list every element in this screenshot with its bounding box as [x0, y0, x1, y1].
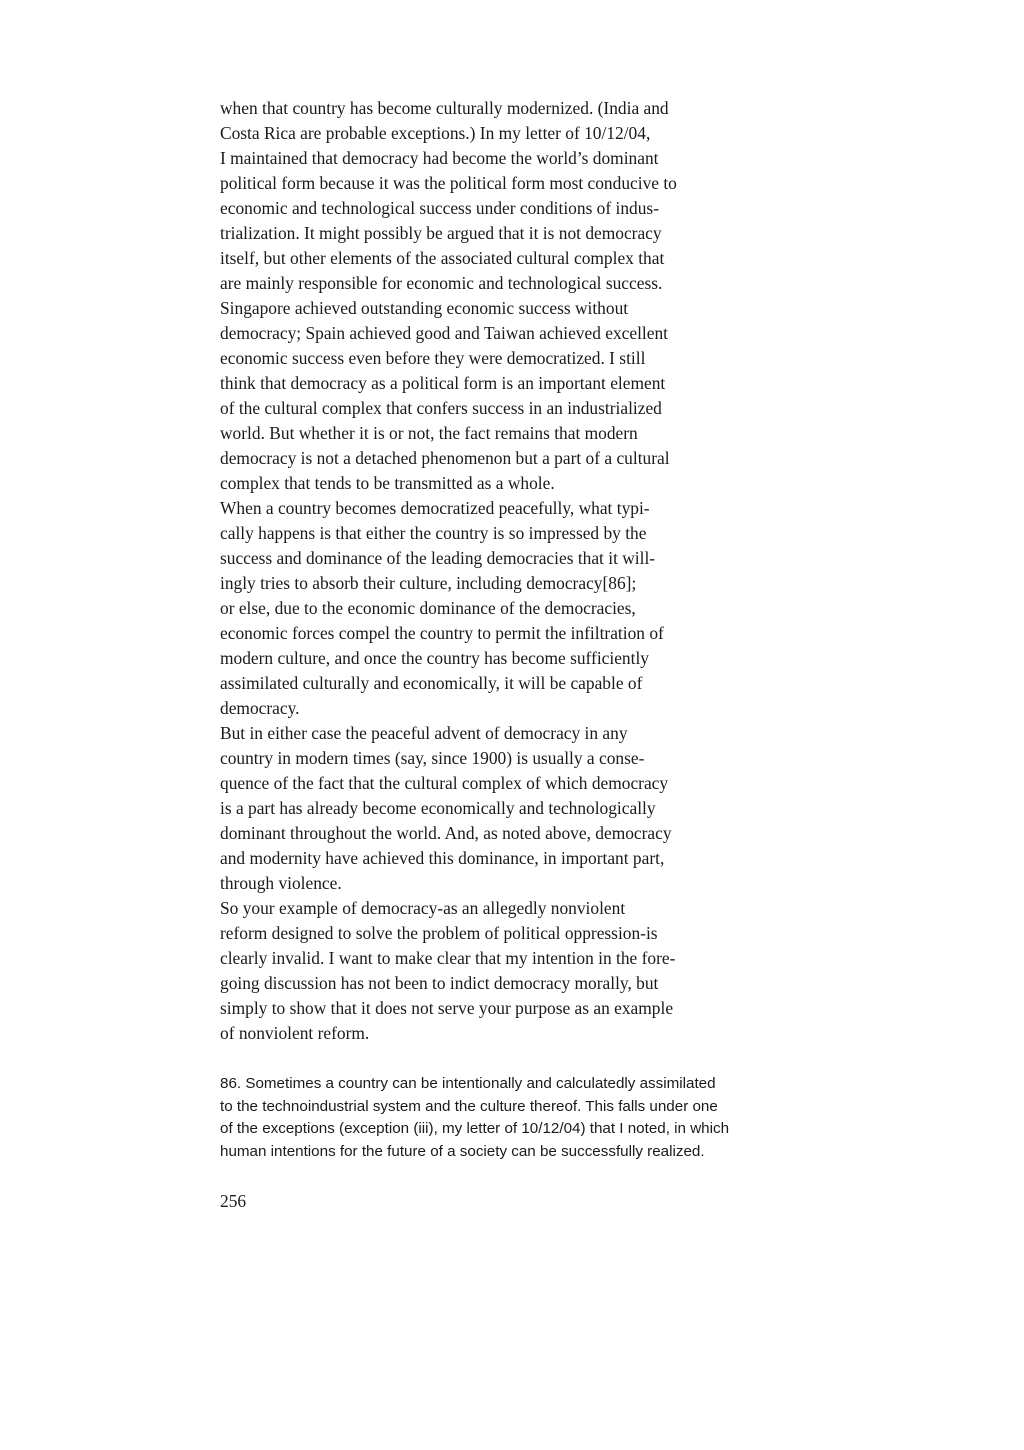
body-line: Costa Rica are probable exceptions.) In my letter of 10/12/04, [220, 123, 651, 143]
body-line: political form because it was the political form most conducive to [220, 173, 677, 193]
body-line: modern culture, and once the country has become sufficiently [220, 648, 649, 668]
body-line: I maintained that democracy had become the world’s dominant [220, 148, 659, 168]
body-line: or else, due to the economic dominance of the democracies, [220, 598, 636, 618]
body-line: itself, but other elements of the associated cultural complex that [220, 248, 665, 268]
footnote-line: of the exceptions (exception (iii), my letter of 10/12/04) that I noted, in which [220, 1120, 730, 1138]
body-line: democracy; Spain achieved good and Taiwan achieved excellent [220, 323, 669, 343]
body-line: Singapore achieved outstanding economic success without [220, 298, 629, 318]
body-line: quence of the fact that the cultural complex of which democracy [220, 773, 669, 793]
body-line: complex that tends to be transmitted as a whole. [220, 473, 555, 493]
body-line: democracy is not a detached phenomenon but a part of a cultural [220, 448, 670, 468]
footnote-line: human intentions for the future of a society can be successfully realized. [220, 1143, 705, 1161]
body-line: economic forces compel the country to permit the infiltration of [220, 623, 664, 643]
body-line: clearly invalid. I want to make clear that my intention in the fore- [220, 948, 676, 968]
body-line: world. But whether it is or not, the fact remains that modern [220, 423, 638, 443]
body-line: When a country becomes democratized peacefully, what typi- [220, 498, 650, 518]
footnote [220, 1073, 840, 1164]
body-line: simply to show that it does not serve your purpose as an example [220, 998, 674, 1018]
body-line: country in modern times (say, since 1900) is usually a conse- [220, 748, 645, 768]
body-line: are mainly responsible for economic and technological success. [220, 273, 663, 293]
body-line: economic success even before they were democratized. I still [220, 348, 646, 368]
footnote-line: 86. Sometimes a country can be intentionally and calculatedly assimilated [220, 1075, 716, 1092]
body-line: So your example of democracy-as an allegedly nonviolent [220, 898, 626, 918]
body-line: dominant throughout the world. And, as noted above, democracy [220, 823, 672, 843]
body-line: of nonviolent reform. [220, 1023, 370, 1043]
body-line: of the cultural complex that confers success in an industrialized [220, 398, 662, 418]
body-line: going discussion has not been to indict democracy morally, but [220, 973, 659, 993]
body-line: economic and technological success under conditions of indus- [220, 198, 659, 218]
body-line: success and dominance of the leading democracies that it will- [220, 548, 656, 568]
body-text [220, 96, 820, 1046]
footnote-line: to the technoindustrial system and the culture thereof. This falls under one [220, 1097, 718, 1115]
body-line: reform designed to solve the problem of political oppression-is [220, 923, 658, 943]
body-line: think that democracy as a political form is an important element [220, 373, 666, 393]
body-line: assimilated culturally and economically, it will be capable of [220, 673, 643, 693]
body-line: is a part has already become economically and technologically [220, 798, 656, 818]
body-line: democracy. [220, 698, 300, 718]
body-line: cally happens is that either the country is so impressed by the [220, 523, 647, 543]
body-line: and modernity have achieved this dominance, in important part, [220, 848, 665, 868]
body-line: ingly tries to absorb their culture, including democracy[86]; [220, 573, 637, 593]
body-line: when that country has become culturally modernized. (India and [220, 98, 669, 118]
body-line: But in either case the peaceful advent of democracy in any [220, 723, 628, 743]
page-number: 256 [220, 1191, 247, 1211]
body-line: through violence. [220, 873, 342, 893]
body-line: trialization. It might possibly be argued that it is not democracy [220, 223, 662, 243]
